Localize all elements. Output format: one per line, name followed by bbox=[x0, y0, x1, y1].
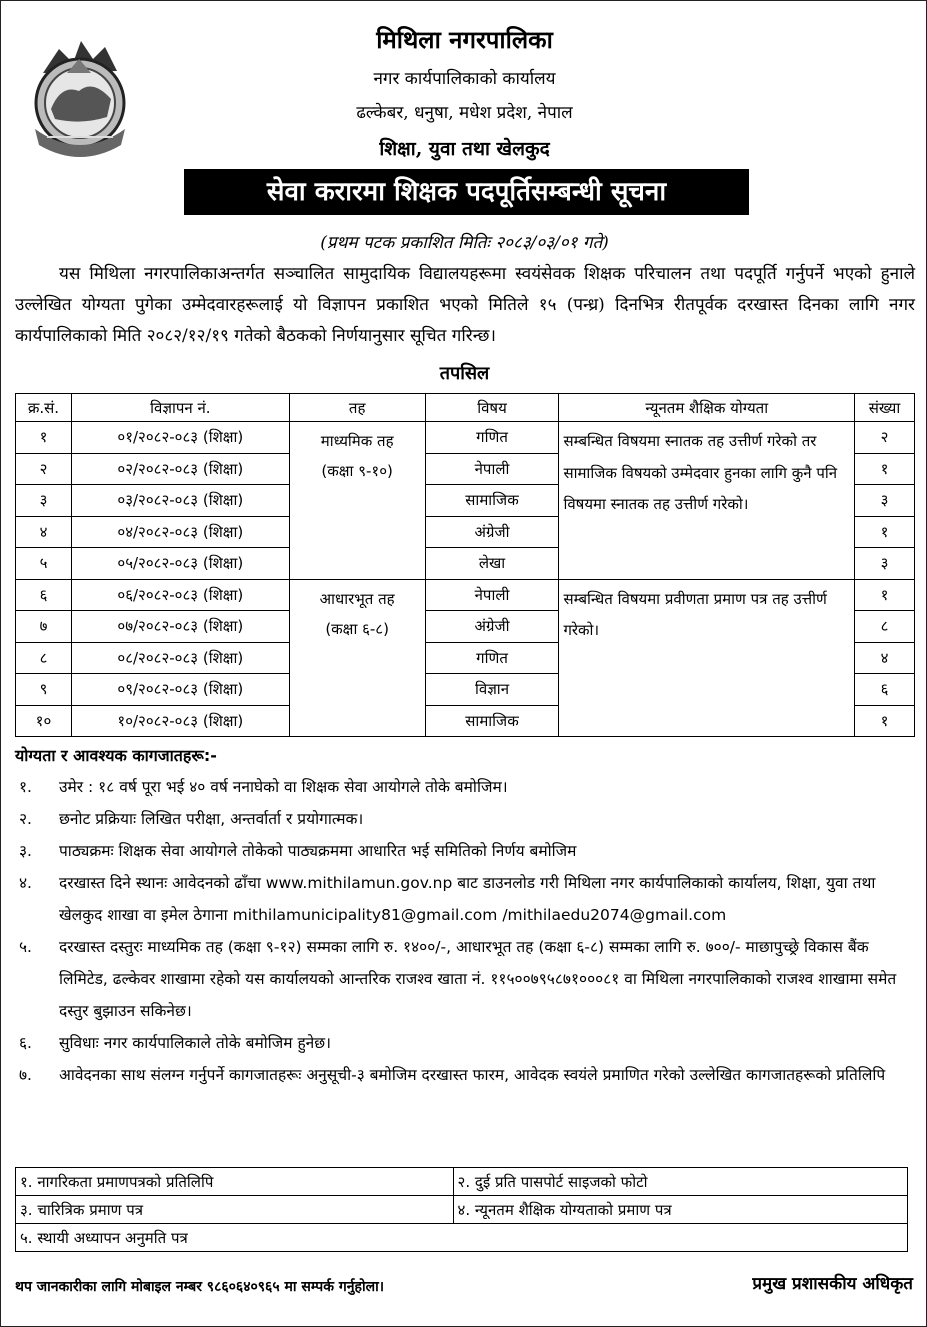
cell-adv-no: ०८/२०८२-०८३ (शिक्षा) bbox=[71, 642, 289, 674]
cell-adv-no: ०१/२०८२-०८३ (शिक्षा) bbox=[71, 422, 289, 454]
item-number: ३. bbox=[19, 842, 32, 860]
cell-sn: १ bbox=[16, 422, 72, 454]
documents-row bbox=[16, 1224, 908, 1252]
cell-count: ४ bbox=[855, 642, 915, 674]
cell-count: ३ bbox=[855, 548, 915, 580]
item-text: दरखास्त दस्तुरः माध्यमिक तह (कक्षा ९-१२) सम्मका लागि रु. १४००/-, आधारभूत तह (कक्षा ६-८) सम्मका लागि रु. ७००/- माछापुच्छ्रे विकास बैंक लिमिटेड, ढल्केवर शाखामा रहेको यस कार्यालयको आन्तरिक राजश्व खाता नं. ११५००७९५८७१०००८१ वा मिथिला नगरपालिकाको राजश्व शाखामा समेत दस्तुर बुझाउन सकिनेछ। bbox=[59, 938, 897, 1020]
cell-adv-no: १०/२०८२-०८३ (शिक्षा) bbox=[71, 705, 289, 737]
item-text: दरखास्त दिने स्थानः आवेदनको ढाँचा www.mithilamun.gov.np बाट डाउनलोड गरी मिथिला नगर कार्यपालिकाको कार्यालय, शिक्षा, युवा तथा खेलकुद शाखा वा इमेल ठेगाना mithilamunicipality81@gmail.com /mithilaedu2074@gmail.com bbox=[59, 874, 876, 924]
signatory: प्रमुख प्रशासकीय अधिकृत bbox=[752, 1274, 913, 1294]
cell-level-basic bbox=[289, 579, 425, 737]
document-item: ३. चारित्रिक प्रमाण पत्र bbox=[16, 1196, 454, 1224]
cell-sn: ६ bbox=[16, 579, 72, 611]
cell-adv-no: ०४/२०८२-०८३ (शिक्षा) bbox=[71, 516, 289, 548]
item-number: ७. bbox=[19, 1066, 32, 1084]
cell-adv-no: ०५/२०८२-०८३ (शिक्षा) bbox=[71, 548, 289, 580]
table-row bbox=[16, 422, 915, 454]
col-header-qualification: न्यूनतम शैक्षिक योग्यता bbox=[559, 394, 855, 422]
document-item: ४. न्यूनतम शैक्षिक योग्यताको प्रमाण पत्र bbox=[453, 1196, 907, 1224]
cell-count: ३ bbox=[855, 485, 915, 517]
cell-subject: गणित bbox=[425, 642, 559, 674]
cell-subject: सामाजिक bbox=[425, 705, 559, 737]
requirement-item bbox=[15, 1027, 915, 1059]
cell-count: २ bbox=[855, 422, 915, 454]
item-number: १. bbox=[19, 778, 32, 796]
col-header-sn: क्र.सं. bbox=[16, 394, 72, 422]
item-number: २. bbox=[19, 810, 32, 828]
cell-subject: सामाजिक bbox=[425, 485, 559, 517]
cell-subject: अंग्रेजी bbox=[425, 611, 559, 643]
item-number: ४. bbox=[19, 874, 32, 892]
cell-sn: ७ bbox=[16, 611, 72, 643]
cell-adv-no: ०९/२०८२-०८३ (शिक्षा) bbox=[71, 674, 289, 706]
col-header-level: तह bbox=[289, 394, 425, 422]
table-header-row bbox=[16, 394, 915, 422]
cell-sn: ४ bbox=[16, 516, 72, 548]
item-text: उमेर : १८ वर्ष पूरा भई ४० वर्ष ननाघेको वा शिक्षक सेवा आयोगले तोके बमोजिम। bbox=[59, 778, 508, 796]
cell-sn: १० bbox=[16, 705, 72, 737]
office-subtitle: नगर कार्यपालिकाको कार्यालय bbox=[373, 69, 556, 89]
level-grade: (कक्षा ९-१०) bbox=[321, 462, 393, 480]
requirements-heading: योग्यता र आवश्यक कागजातहरू:- bbox=[15, 746, 217, 765]
cell-count: १ bbox=[855, 516, 915, 548]
item-text: सुविधाः नगर कार्यपालिकाले तोके बमोजिम हुनेछ। bbox=[59, 1034, 332, 1052]
cell-count: १ bbox=[855, 705, 915, 737]
cell-sn: ८ bbox=[16, 642, 72, 674]
requirement-item bbox=[15, 835, 915, 867]
cell-adv-no: ०३/२०८२-०८३ (शिक्षा) bbox=[71, 485, 289, 517]
documents-row bbox=[16, 1196, 908, 1224]
item-number: ६. bbox=[19, 1034, 32, 1052]
publication-date: (प्रथम पटक प्रकाशित मितिः २०८३/०३/०१ गते) bbox=[320, 233, 609, 253]
col-header-count: संख्या bbox=[855, 394, 915, 422]
vacancy-table bbox=[15, 393, 915, 737]
cell-count: १ bbox=[855, 579, 915, 611]
cell-sn: ९ bbox=[16, 674, 72, 706]
requirement-item bbox=[15, 867, 915, 931]
document-item: २. दुई प्रति पासपोर्ट साइजको फोटो bbox=[453, 1168, 907, 1196]
table-row bbox=[16, 579, 915, 611]
item-text: छनोट प्रक्रियाः लिखित परीक्षा, अन्तर्वार्ता र प्रयोगात्मक। bbox=[59, 810, 364, 828]
contact-note: थप जानकारीका लागि मोबाइल नम्बर ९८६०६४०९६५ मा सम्पर्क गर्नुहोला। bbox=[15, 1279, 384, 1295]
cell-adv-no: ०७/२०८२-०८३ (शिक्षा) bbox=[71, 611, 289, 643]
item-text: आवेदनका साथ संलग्न गर्नुपर्ने कागजातहरूः अनुसूची-३ बमोजिम दरखास्त फारम, आवेदक स्वयंले प्रमाणित गरेको उल्लेखित कागजातहरूको प्रतिलिपि bbox=[59, 1066, 886, 1084]
notice-title-banner: सेवा करारमा शिक्षक पदपूर्तिसम्बन्धी सूचना bbox=[184, 169, 749, 215]
cell-subject: अंग्रेजी bbox=[425, 516, 559, 548]
cell-qualification-secondary: सम्बन्धित विषयमा स्नातक तह उत्तीर्ण गरेको तर सामाजिक विषयको उम्मेदवार हुनका लागि कुनै पनि विषयमा स्नातक तह उत्तीर्ण गरेको। bbox=[559, 422, 855, 580]
cell-subject: नेपाली bbox=[425, 453, 559, 485]
document-item: १. नागरिकता प्रमाणपत्रको प्रतिलिपि bbox=[16, 1168, 454, 1196]
col-header-subject: विषय bbox=[425, 394, 559, 422]
documents-row bbox=[16, 1168, 908, 1196]
cell-count: ६ bbox=[855, 674, 915, 706]
cell-sn: २ bbox=[16, 453, 72, 485]
cell-sn: ३ bbox=[16, 485, 72, 517]
requirement-item bbox=[15, 1059, 915, 1091]
cell-sn: ५ bbox=[16, 548, 72, 580]
document-item: ५. स्थायी अध्यापन अनुमति पत्र bbox=[16, 1224, 908, 1252]
cell-adv-no: ०२/२०८२-०८३ (शिक्षा) bbox=[71, 453, 289, 485]
cell-adv-no: ०६/२०८२-०८३ (शिक्षा) bbox=[71, 579, 289, 611]
level-name: आधारभूत तह bbox=[319, 589, 395, 608]
requirement-item bbox=[15, 771, 915, 803]
office-address: ढल्केबर, धनुषा, मधेश प्रदेश, नेपाल bbox=[356, 103, 573, 123]
item-number: ५. bbox=[19, 938, 32, 956]
item-text: पाठ्यक्रमः शिक्षक सेवा आयोगले तोकेको पाठ्यक्रममा आधारित भई समितिको निर्णय बमोजिम bbox=[59, 842, 577, 860]
requirement-item bbox=[15, 931, 915, 1027]
col-header-adv-no: विज्ञापन नं. bbox=[71, 394, 289, 422]
cell-subject: गणित bbox=[425, 422, 559, 454]
cell-level-secondary bbox=[289, 422, 425, 580]
level-name: माध्यमिक तह bbox=[320, 432, 394, 450]
cell-subject: नेपाली bbox=[425, 579, 559, 611]
intro-paragraph: यस मिथिला नगरपालिकाअन्तर्गत सञ्चालित सामुदायिक विद्यालयहरूमा स्वयंसेवक शिक्षक परिचालन तथा पदपूर्ति गर्नुपर्ने भएको हुनाले उल्लेखित योग्यता पुगेका उम्मेदवारहरूलाई यो विज्ञापन प्रकाशित भएको मितिले १५ (पन्ध्र) दिनभित्र रीतपूर्वक दरखास्त दिनका लागि नगर कार्यपालिकाको मिति २०८२/१२/१९ गतेको बैठकको निर्णयानुसार सूचित गरिन्छ। bbox=[15, 264, 915, 346]
department-name: शिक्षा, युवा तथा खेलकुद bbox=[379, 138, 550, 160]
documents-table bbox=[15, 1167, 908, 1252]
cell-count: ८ bbox=[855, 611, 915, 643]
cell-count: १ bbox=[855, 453, 915, 485]
requirement-item bbox=[15, 803, 915, 835]
cell-subject: विज्ञान bbox=[425, 674, 559, 706]
requirements-list bbox=[15, 771, 915, 1091]
cell-subject: लेखा bbox=[425, 548, 559, 580]
level-grade: (कक्षा ६-८) bbox=[325, 619, 389, 638]
cell-qualification-basic: सम्बन्धित विषयमा प्रवीणता प्रमाण पत्र तह उत्तीर्ण गरेको। bbox=[559, 579, 855, 737]
office-name: मिथिला नगरपालिका bbox=[376, 25, 553, 54]
table-title: तपसिल bbox=[439, 363, 490, 384]
